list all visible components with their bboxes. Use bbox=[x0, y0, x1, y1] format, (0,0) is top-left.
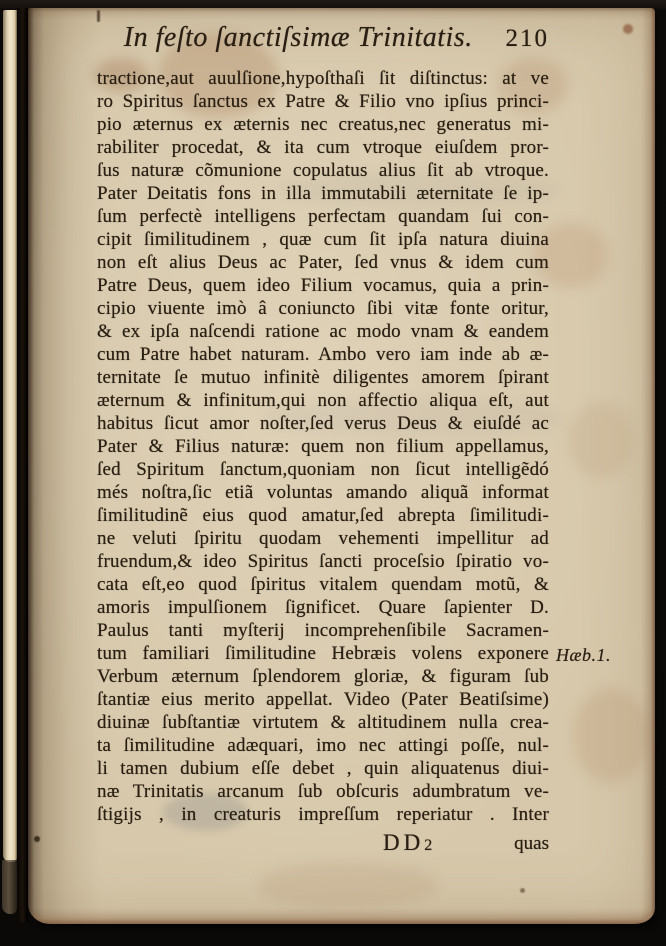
body-line: li tamen dubium eſſe debet , quin aliquatenus diui- bbox=[97, 758, 549, 779]
body-line: rabiliter procedat, & ita cum vtroque eiuſdem pror- bbox=[97, 137, 549, 158]
foxing-stain bbox=[573, 688, 648, 783]
body-line: fruendum,& ideo Spiritus ſancti proceſsio ſpiratio vo- bbox=[97, 551, 549, 572]
ink-speck bbox=[623, 24, 633, 34]
ink-speck bbox=[97, 10, 100, 22]
body-line: pio æternus ex æternis nec creatus,nec generatus mi- bbox=[97, 114, 549, 135]
body-line: & ex ipſa naſcendi ratione ac modo vnam & eandem bbox=[97, 321, 549, 342]
body-text bbox=[97, 68, 549, 827]
ink-speck bbox=[520, 888, 525, 893]
body-line: ſed Spiritum ſanctum,quoniam non ſicut intelligẽdó bbox=[97, 459, 549, 480]
body-line: ſtigijs , in creaturis impreſſum reperiatur . Inter bbox=[97, 804, 549, 825]
page-number: 210 bbox=[505, 25, 549, 52]
running-header-title: In feſto ſanctiſsimæ Trinitatis. bbox=[123, 22, 473, 53]
body-line: næ Trinitatis arcanum ſub obſcuris adumbratum ve- bbox=[97, 781, 549, 802]
body-line: æternum & infinitum,qui non affectio aliqua eſt, aut bbox=[97, 390, 549, 411]
book-page bbox=[28, 8, 655, 924]
body-line: non eſt alius Deus ac Pater, ſed vnus & idem cum bbox=[97, 252, 549, 273]
body-line: ta ſimilitudine adæquari, imo nec attingi poſſe, nul- bbox=[97, 735, 549, 756]
body-line: amoris impulſionem ſignificet. Quare ſapienter D. bbox=[97, 597, 549, 618]
body-line: ſum perfectè intelligens perfectam quandam ſui con- bbox=[97, 206, 549, 227]
foxing-stain bbox=[568, 403, 633, 478]
body-line: ſtantiæ eius merito appellat. Video (Pater Beatiſsime) bbox=[97, 689, 549, 710]
body-line: cipit ſimilitudinem , quæ cum ſit ipſa natura diuina bbox=[97, 229, 549, 250]
under-page-edge bbox=[2, 860, 17, 914]
body-line: ne veluti ſpiritu quodam vehementi impellitur ad bbox=[97, 528, 549, 549]
foxing-stain bbox=[258, 863, 438, 908]
gutter-shadow bbox=[17, 8, 28, 922]
body-line: Pater Deitatis fons in illa immutabili æternitate ſe ip- bbox=[97, 183, 549, 204]
body-line: habitus ſicut amor noſter,ſed verus Deus & eiuſdé ac bbox=[97, 413, 549, 434]
margin-note: Hæb.1. bbox=[556, 645, 612, 665]
body-line: ro Spiritus ſanctus ex Patre & Filio vno ipſius princi- bbox=[97, 91, 549, 112]
signature-mark bbox=[383, 830, 432, 856]
facing-page-edge bbox=[3, 10, 17, 862]
body-line: tum familiari ſimilitudine Hebræis volens exponere bbox=[97, 643, 549, 664]
body-line: cata eſt,eo quod ſpiritus vitalem quendam motũ, & bbox=[97, 574, 549, 595]
body-line: diuinæ ſubſtantiæ virtutem & altitudinem nulla crea- bbox=[97, 712, 549, 733]
signature-number: 2 bbox=[424, 837, 433, 854]
signature-letters: DD bbox=[383, 830, 425, 855]
body-line: Pater & Filius naturæ: quem non filium appellamus, bbox=[97, 436, 549, 457]
body-line: cipio viuente imò â coniuncto ſibi vitæ fonte oritur, bbox=[97, 298, 549, 319]
body-line: tractione,aut auulſione,hypoſthaſi ſit diſtinctus: at ve bbox=[97, 68, 549, 89]
body-line: Verbum æternum ſplendorem gloriæ, & figuram ſub bbox=[97, 666, 549, 687]
body-line: ſimilitudinẽ eius quod amatur,ſed abrepta ſimilitudi- bbox=[97, 505, 549, 526]
body-line: cum Patre habet naturam. Ambo vero iam inde ab æ- bbox=[97, 344, 549, 365]
catchword: quas bbox=[514, 833, 549, 854]
body-line: ternitate ſe mutuo infinitè diligentes amorem ſpirant bbox=[97, 367, 549, 388]
body-line: ſus naturæ cõmunione copulatus alius ſit ab vtroque. bbox=[97, 160, 549, 181]
signature-row bbox=[97, 830, 549, 856]
body-line: més noſtra,ſic etiã voluntas amando aliquã informat bbox=[97, 482, 549, 503]
ink-speck bbox=[34, 836, 40, 842]
body-line: Paulus tanti myſterij incomprehenſibile Sacramen- bbox=[97, 620, 549, 641]
body-line: Patre Deus, quem ideo Filium vocamus, quia a prin- bbox=[97, 275, 549, 296]
running-header bbox=[97, 22, 549, 54]
